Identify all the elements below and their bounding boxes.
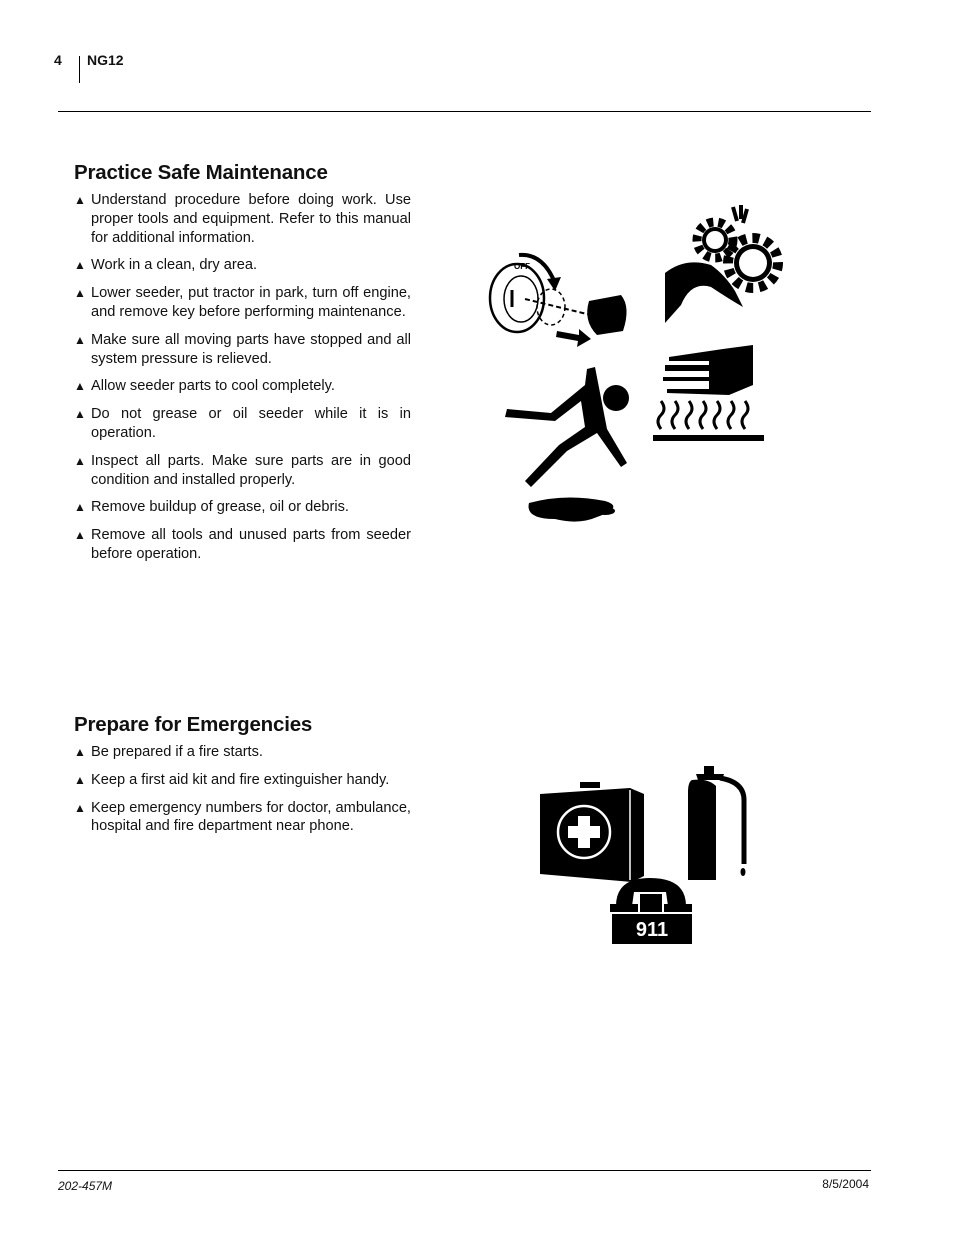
header-divider bbox=[79, 56, 80, 83]
emergencies-section bbox=[74, 713, 411, 845]
bullet-icon: ▲ bbox=[74, 772, 86, 787]
bullet-icon: ▲ bbox=[74, 258, 86, 273]
list-item: ▲ Make sure all moving parts have stopped and all system pressure is relieved. bbox=[74, 331, 411, 367]
document-date: 8/5/2004 bbox=[822, 1177, 869, 1191]
top-rule bbox=[58, 111, 871, 112]
list-item: ▲ Understand procedure before doing work. Use proper tools and equipment. Refer to this manual for additional information. bbox=[74, 192, 411, 246]
emergencies-title: Prepare for Emergencies bbox=[74, 713, 313, 736]
list-item: ▲ Inspect all parts. Make sure parts are in good condition and installed properly. bbox=[74, 452, 411, 488]
list-item: ▲ Remove all tools and unused parts from seeder before operation. bbox=[74, 527, 411, 562]
list-item: ▲ Allow seeder parts to cool completely. bbox=[74, 378, 335, 395]
bullet-icon: ▲ bbox=[74, 332, 86, 347]
bullet-icon: ▲ bbox=[74, 379, 86, 394]
bullet-icon: ▲ bbox=[74, 193, 86, 207]
ignition-key-icon bbox=[490, 255, 627, 347]
bullet-icon: ▲ bbox=[74, 286, 86, 301]
slip-hazard-icon bbox=[505, 367, 629, 522]
list-item: ▲ Be prepared if a fire starts. bbox=[74, 744, 263, 760]
hot-surface-icon bbox=[653, 345, 764, 441]
phone-icon bbox=[610, 878, 692, 944]
emergencies-list bbox=[74, 743, 411, 836]
maintenance-title: Practice Safe Maintenance bbox=[74, 161, 328, 184]
gear-entanglement-icon bbox=[665, 205, 778, 323]
list-item: ▲ Keep a first aid kit and fire extinguisher handy. bbox=[74, 771, 390, 788]
bullet-icon: ▲ bbox=[74, 453, 86, 468]
bullet-icon: ▲ bbox=[74, 745, 86, 759]
maintenance-list bbox=[74, 191, 411, 564]
maintenance-section bbox=[74, 161, 411, 573]
fire-extinguisher-icon bbox=[688, 766, 746, 880]
page-number: 4 bbox=[54, 52, 62, 68]
first-aid-kit-icon bbox=[540, 782, 644, 882]
bottom-rule bbox=[58, 1170, 871, 1171]
bullet-icon: ▲ bbox=[74, 800, 86, 815]
bullet-icon: ▲ bbox=[74, 407, 86, 422]
bullet-icon: ▲ bbox=[74, 528, 86, 543]
list-item: ▲ Remove buildup of grease, oil or debris. bbox=[74, 499, 349, 516]
emergency-number-label: 911 bbox=[635, 919, 669, 941]
list-item: ▲ Work in a clean, dry area. bbox=[74, 257, 258, 274]
list-item: ▲ Keep emergency numbers for doctor, ambulance, hospital and fire department near phone. bbox=[74, 799, 411, 835]
ignition-off-label: OFF bbox=[514, 262, 530, 271]
bullet-icon: ▲ bbox=[74, 500, 86, 515]
list-item: ▲ Do not grease or oil seeder while it is in operation. bbox=[74, 406, 411, 441]
maintenance-illustration bbox=[485, 195, 795, 530]
document-number: 202-457M bbox=[58, 1179, 113, 1193]
list-item: ▲ Lower seeder, put tractor in park, turn off engine, and remove key before performing maintenance. bbox=[74, 285, 411, 320]
emergency-illustration bbox=[536, 760, 752, 948]
model-name: NG12 bbox=[87, 52, 124, 68]
